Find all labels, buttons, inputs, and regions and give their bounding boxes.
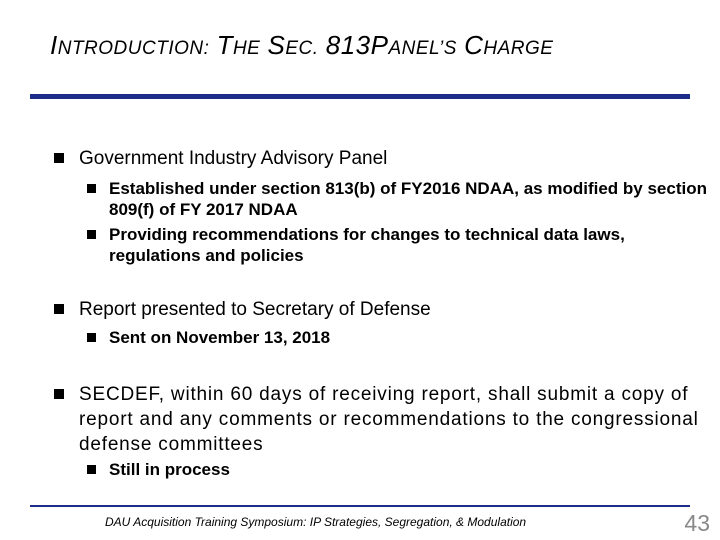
title-part: EC. [285,38,319,59]
footer-divider [30,505,690,507]
bullet-text: Report presented to Secretary of Defense [79,299,431,320]
title-part: P [370,30,389,60]
sub-bullet-text: Sent on November 13, 2018 [109,328,331,347]
footer-caption: DAU Acquisition Training Symposium: IP Strategies, Segregation, & Modulation [105,515,527,529]
title-part: ANEL’S [388,38,457,59]
square-bullet-icon [87,465,96,474]
bullet-text: SECDEF, within 60 days of receiving report, shall submit a copy of report and any comments or recommendations to the congressional defense committees [79,384,699,455]
title-part: I [50,30,58,60]
square-bullet-icon [54,389,64,399]
title-part: HARGE [483,38,554,59]
title-part: 813 [325,30,371,60]
sub-bullet-text: Established under section 813(b) of FY2016 NDAA, as modified by section 809(f) of FY 2017 NDAA [109,179,707,219]
square-bullet-icon [54,153,64,163]
slide-title [50,30,710,61]
square-bullet-icon [87,184,96,193]
square-bullet-icon [54,304,64,314]
title-part: NTRODUCTION: [57,38,210,59]
title-part: T [216,30,233,60]
title-part: C [464,30,484,60]
square-bullet-icon [87,333,96,342]
title-divider [30,94,690,99]
sub-bullet-text: Providing recommendations for changes to technical data laws, regulations and policies [109,225,625,265]
square-bullet-icon [87,230,96,239]
title-part: S [267,30,286,60]
bullet-text: Government Industry Advisory Panel [79,148,388,169]
title-part: HE [232,38,261,59]
page-number: 43 [684,510,710,536]
sub-bullet-text: Still in process [109,460,230,479]
